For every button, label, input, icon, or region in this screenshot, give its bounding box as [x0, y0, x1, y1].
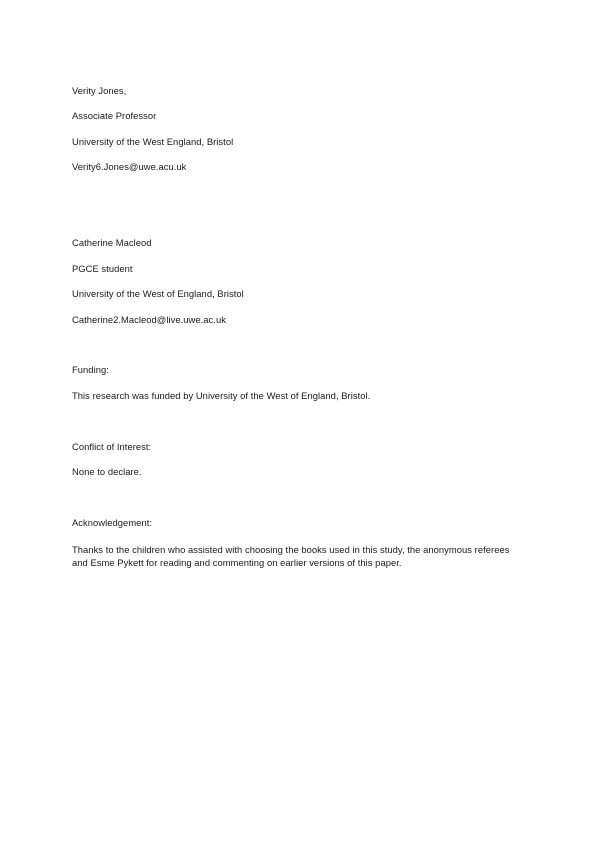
author2-title: PGCE student	[72, 263, 133, 274]
funding-heading: Funding:	[72, 364, 109, 375]
author2-institution: University of the West of England, Bristol	[72, 288, 244, 299]
funding-text: This research was funded by University of the West of England, Bristol.	[72, 390, 371, 401]
acknowledgement-text: Thanks to the children who assisted with choosing the books used in this study, the anonymous referees and Esme Pykett for reading and commenting on earlier versions of this paper.	[72, 544, 510, 568]
author1-email: Verity6.Jones@uwe.acu.uk	[72, 161, 187, 172]
author1-institution: University of the West England, Bristol	[72, 136, 234, 147]
acknowledgement-heading: Acknowledgement:	[72, 517, 153, 528]
conflict-text: None to declare.	[72, 466, 142, 477]
author1-title: Associate Professor	[72, 110, 157, 121]
author2-email: Catherine2.Macleod@live.uwe.ac.uk	[72, 314, 226, 325]
author1-name: Verity Jones,	[72, 85, 127, 96]
conflict-heading: Conflict of Interest:	[72, 441, 152, 452]
author2-name: Catherine Macleod	[72, 237, 152, 248]
